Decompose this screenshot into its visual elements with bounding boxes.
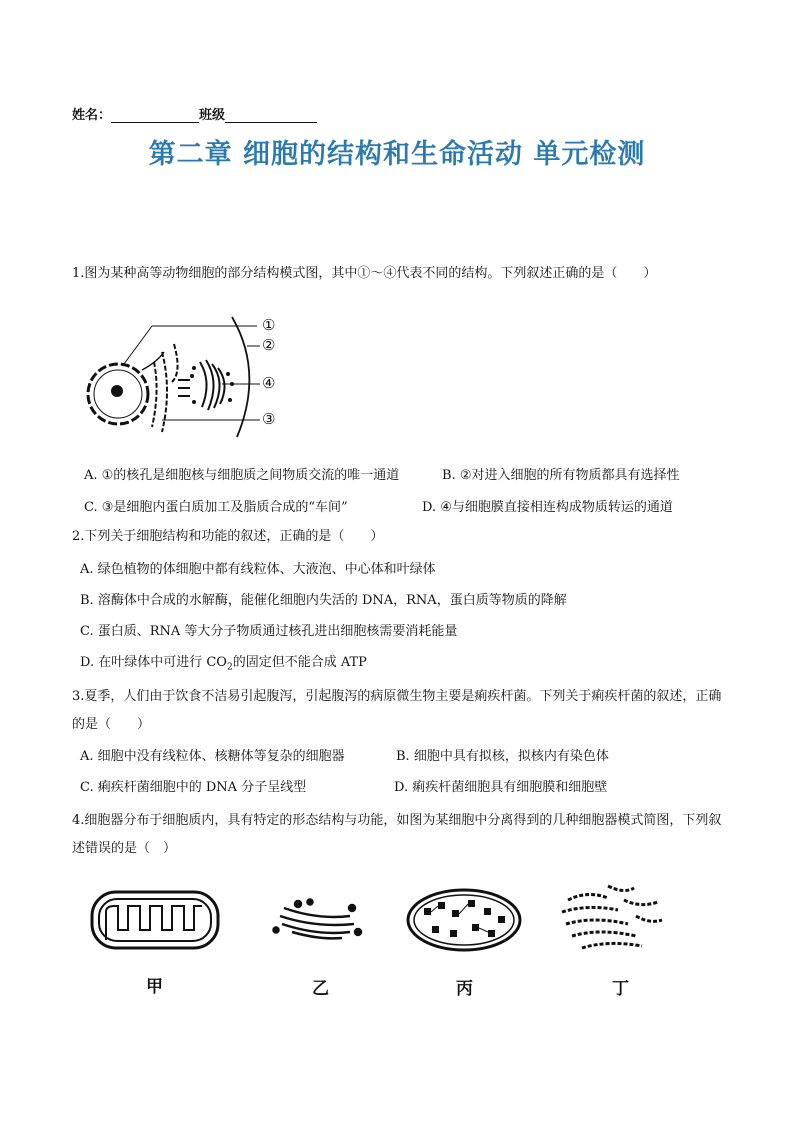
label-4: ④: [262, 374, 276, 392]
golgi-drawing: [274, 900, 362, 939]
mitochondrion-drawing: [92, 892, 218, 948]
question-4-stem: 4.细胞器分布于细胞质内，具有特定的形态结构与功能，如图为某细胞中分离得到的几种细胞器模式简图，下列叙述错误的是（ ）: [72, 813, 722, 856]
q2-option-b: B. 溶酶体中合成的水解酶，能催化细胞内失活的 DNA，RNA，蛋白质等物质的降解: [80, 593, 567, 608]
class-blank: [225, 108, 317, 123]
q3-option-a: A. 细胞中没有线粒体、核糖体等复杂的细胞器: [80, 749, 345, 764]
figure-label-yi: 乙: [312, 979, 329, 999]
q3-option-b: B. 细胞中具有拟核，拟核内有染色体: [396, 749, 609, 764]
q3-option-c: C. 痢疾杆菌细胞中的 DNA 分子呈线型: [80, 780, 307, 795]
q1-option-d: D. ④与细胞膜直接相连构成物质转运的通道: [422, 500, 673, 515]
q1-option-c: C. ③是细胞内蛋白质加工及脂质合成的“车间”: [84, 500, 348, 515]
cell-membrane-arc: [232, 317, 249, 437]
label-1: ①: [262, 316, 276, 334]
name-blank: [111, 108, 199, 123]
figure-label-ding: 丁: [612, 979, 629, 999]
class-label: 班级: [199, 108, 226, 123]
name-label: 姓名：: [72, 108, 112, 123]
page-title: 第二章 细胞的结构和生命活动 单元检测: [148, 139, 646, 170]
q3-option-d: D. 痢疾杆菌细胞具有细胞膜和细胞壁: [394, 780, 608, 795]
figure-label-bing: 丙: [456, 979, 473, 999]
label-3: ③: [262, 410, 276, 428]
label-2: ②: [262, 336, 276, 354]
endoplasmic-reticulum-drawing: [562, 886, 662, 948]
q2-option-d: D. 在叶绿体中可进行 $CO_2$的固定但不能合成 ATP: [80, 655, 367, 673]
chloroplast-drawing: [408, 890, 520, 950]
q1-option-a: A. ①的核孔是细胞核与细胞质之间物质交流的唯一通道: [84, 468, 400, 483]
organelles-figure: [88, 880, 688, 960]
animal-cell-structure-figure: [82, 312, 292, 442]
q2-option-c: C. 蛋白质、RNA 等大分子物质通过核孔进出细胞核需要消耗能量: [80, 624, 458, 639]
nucleolus: [111, 385, 123, 397]
q2-option-a: A. 绿色植物的体细胞中都有线粒体、大液泡、中心体和叶绿体: [80, 562, 436, 577]
question-2-stem: 2.下列关于细胞结构和功能的叙述，正确的是（ ）: [72, 529, 384, 544]
name-class-line: [72, 104, 317, 123]
question-1-stem: 1.图为某种高等动物细胞的部分结构模式图，其中①～④代表不同的结构。下列叙述正确的是（ ）: [72, 266, 657, 281]
q1-option-b: B. ②对进入细胞的所有物质都具有选择性: [442, 468, 680, 483]
figure-label-jia: 甲: [146, 977, 163, 997]
question-3-stem: 3.夏季，人们由于饮食不洁易引起腹泻，引起腹泻的病原微生物主要是痢疾杆菌。下列关于痢疾杆菌的叙述，正确的是（ ）: [72, 689, 722, 732]
